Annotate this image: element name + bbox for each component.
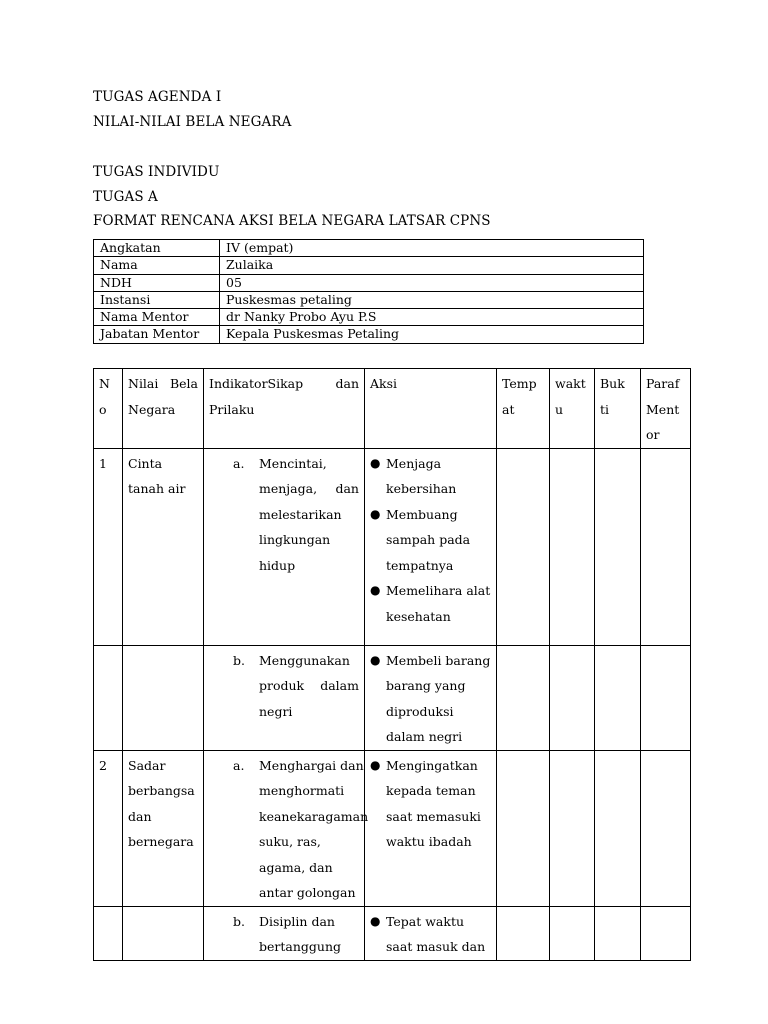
identity-label: NDH (94, 274, 220, 291)
header-waktu: wakt u (550, 369, 595, 449)
row-no: 1 (94, 448, 123, 645)
row-no: 2 (94, 750, 123, 906)
identity-row (94, 257, 644, 274)
identity-row (94, 240, 644, 257)
plan-header-row (94, 369, 691, 449)
identity-table (93, 239, 644, 344)
bullet-icon: ● (370, 583, 381, 597)
identity-value: Kepala Puskesmas Petaling (220, 326, 644, 343)
plan-row (94, 448, 691, 645)
identity-value: dr Nanky Probo Ayu P.S (220, 309, 644, 326)
row-indikator (204, 448, 365, 645)
aksi-item: ● Mengingatkan kepada teman saat memasuki waktu ibadah (370, 753, 491, 855)
bullet-icon: ● (370, 455, 381, 470)
format-title: FORMAT RENCANA AKSI BELA NEGARA LATSAR CPNS (93, 213, 491, 229)
row-bukti (595, 750, 641, 906)
header-nilai: Nilai Bela Negara (123, 369, 204, 449)
header-indikator: IndikatorSikap dan Prilaku (204, 369, 365, 449)
row-indikator (204, 645, 365, 750)
row-tempat (497, 448, 550, 645)
list-marker: a. (233, 455, 245, 471)
bullet-icon: ● (370, 506, 381, 521)
agenda-title: TUGAS AGENDA I (93, 89, 222, 105)
aksi-list (370, 451, 491, 630)
list-marker: a. (233, 757, 245, 773)
indikator-text: Disiplin dan bertanggung (259, 913, 342, 954)
header-tempat: Temp at (497, 369, 550, 449)
identity-label: Jabatan Mentor (94, 326, 220, 343)
identity-value: 05 (220, 274, 644, 291)
aksi-item: ● Memelihara alat kesehatan (370, 578, 491, 629)
plan-row (94, 645, 691, 750)
row-paraf (641, 448, 691, 645)
row-aksi (365, 448, 497, 645)
row-indikator (204, 906, 365, 960)
row-bukti (595, 645, 641, 750)
header-aksi: Aksi (365, 369, 497, 449)
row-aksi (365, 750, 497, 906)
aksi-item: ● Membeli barang barang yang diproduksi dalam negri (370, 648, 491, 750)
row-nilai: Cinta tanah air (123, 448, 204, 645)
aksi-item: ● Menjaga kebersihan (370, 451, 491, 502)
identity-value: IV (empat) (220, 240, 644, 257)
plan-row (94, 906, 691, 960)
row-aksi (365, 906, 497, 960)
row-nilai (123, 906, 204, 960)
bullet-icon: ● (370, 652, 381, 667)
identity-row (94, 274, 644, 291)
row-aksi (365, 645, 497, 750)
identity-label: Angkatan (94, 240, 220, 257)
agenda-subtitle: NILAI-NILAI BELA NEGARA (93, 114, 292, 130)
row-waktu (550, 906, 595, 960)
row-indikator (204, 750, 369, 906)
row-paraf (641, 750, 691, 906)
header-paraf: Paraf Ment or (641, 369, 691, 449)
action-plan-table (93, 368, 691, 961)
header-bukti: Buk ti (595, 369, 641, 449)
identity-value: Zulaika (220, 257, 644, 274)
task-type: TUGAS INDIVIDU (93, 164, 220, 180)
indikator-text: Mencintai, menjaga, dan melestarikan lingkungan hidup (259, 455, 359, 573)
plan-row (94, 750, 691, 906)
row-no (94, 906, 123, 960)
row-paraf (641, 645, 691, 750)
row-no (94, 645, 123, 750)
identity-row (94, 326, 644, 343)
identity-row (94, 309, 644, 326)
header-no: N o (94, 369, 123, 449)
row-bukti (595, 906, 641, 960)
row-waktu (550, 750, 595, 906)
row-nilai (123, 645, 204, 750)
row-paraf (641, 906, 691, 960)
aksi-list (370, 753, 491, 855)
indikator-text: Menggunakan produk dalam negri (259, 652, 359, 719)
list-marker: b. (233, 913, 245, 929)
list-marker: b. (233, 652, 245, 668)
identity-label: Instansi (94, 291, 220, 308)
indikator-text: Menghargai dan menghormati keanekaragaman suku, ras, agama, dan antar golongan (259, 757, 369, 900)
identity-value: Puskesmas petaling (220, 291, 644, 308)
bullet-icon: ● (370, 757, 381, 772)
row-bukti (595, 448, 641, 645)
identity-label: Nama (94, 257, 220, 274)
row-tempat (497, 750, 550, 906)
aksi-list (370, 648, 491, 750)
row-waktu (550, 448, 595, 645)
bullet-icon: ● (370, 913, 381, 928)
aksi-item: ● Tepat waktu saat masuk dan (370, 909, 491, 960)
row-tempat (497, 906, 550, 960)
identity-row (94, 291, 644, 308)
row-waktu (550, 645, 595, 750)
row-nilai: Sadar berbangsa dan bernegara (123, 750, 204, 906)
aksi-item: ● Membuang sampah pada tempatnya (370, 502, 491, 579)
identity-label: Nama Mentor (94, 309, 220, 326)
aksi-list (370, 909, 491, 960)
row-tempat (497, 645, 550, 750)
task-label: TUGAS A (93, 189, 158, 205)
